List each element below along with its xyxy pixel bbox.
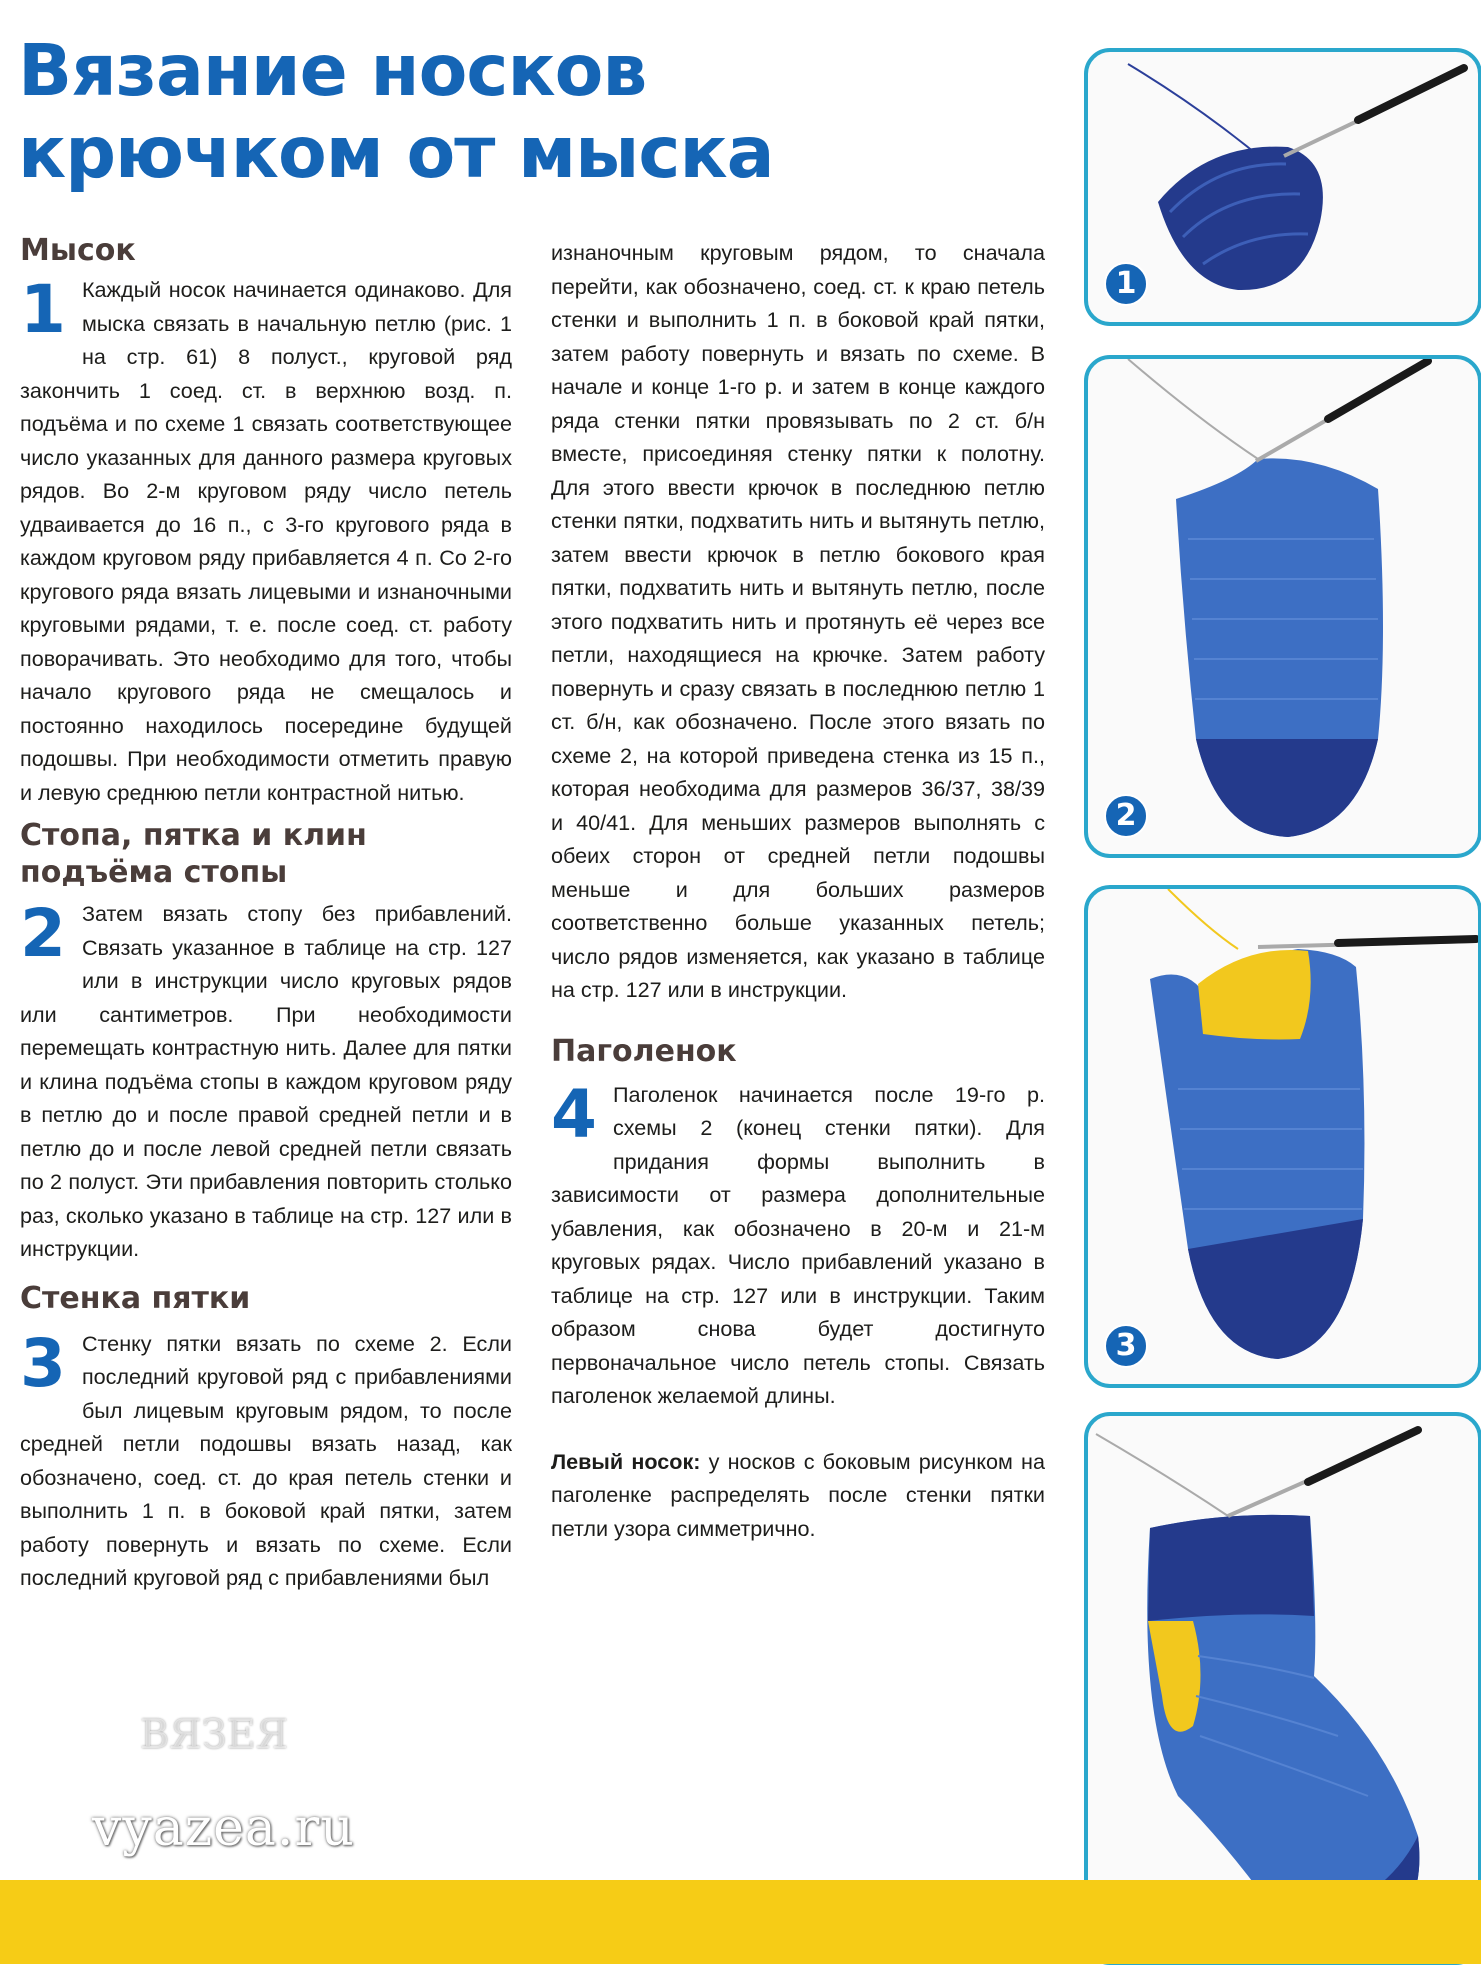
section-heading-foot-line-1: Стопа, пятка и клин <box>20 818 367 853</box>
section-heading-foot <box>20 817 512 891</box>
heel-sock-illustration <box>1088 889 1478 1384</box>
left-column <box>20 232 512 1595</box>
photo-step-3 <box>1084 885 1481 1388</box>
photo-badge-3: 3 <box>1104 1324 1148 1368</box>
step-3-continuation: изнаночным круговым рядом, то сначала перейти, как обозначено, соед. ст. к краю петель стенки и выполнить 1 п. в боковой край пятки, затем работу повернуть и вязать по схеме. В начале и конце 1-го р. и затем в конце каждого ряда стенки пятки провязывать по 2 ст. б/н вместе, присоединяя стенку пятки к полотну. Для этого ввести крючок в последнюю петлю стенки пятки, подхватить нить и вытянуть петлю, затем ввести крючок в петлю бокового края пятки, подхватить нить и вытянуть петлю, после этого подхватить нить и протянуть её через все петли, находящиеся на крючке. Затем работу повернуть и сразу связать в последнюю петлю 1 ст. б/н, как обозначено. После этого вязать по схеме 2, на которой приведена стенка из 15 п., которая необходима для размеров 36/37, 38/39 и 40/41. Для меньших размеров выполнять с обеих сторон от средней петли подошвы меньше и для больших размеров соответственно больше указанных петель; число рядов изменяется, как указано в таблице на стр. 127 или в инструкции. <box>551 240 1045 1002</box>
site-watermark: vyazea.ru <box>92 1798 355 1858</box>
watermark-small: ВЯЗЕЯ <box>140 1712 289 1758</box>
step-number-2: 2 <box>20 895 66 972</box>
section-heading-toe: Мысок <box>20 233 136 268</box>
step-3-paragraph <box>20 1324 512 1595</box>
foot-sock-illustration <box>1088 359 1478 854</box>
photo-badge-1: 1 <box>1104 262 1148 306</box>
section-heading-heel: Стенка пятки <box>20 1280 251 1316</box>
title-line-1: Вязание носков <box>18 29 647 112</box>
step-number-4: 4 <box>551 1075 597 1153</box>
step-2-paragraph <box>20 897 512 1266</box>
left-sock-text: у носков с боковым рисунком на паголенке распределять после стенки пятки петли узора симметрично. <box>551 1448 1045 1541</box>
step-1-paragraph <box>20 273 512 809</box>
middle-column <box>551 236 1045 1545</box>
left-sock-note <box>551 1445 1045 1546</box>
page-title <box>18 30 774 194</box>
step-number-3: 3 <box>20 1324 66 1402</box>
photo-badge-2: 2 <box>1104 794 1148 838</box>
step-3-text: Стенку пятки вязать по схеме 2. Если последний круговой ряд с прибавлениями был лицевым круговым рядом, то после средней петли подошвы вязать назад, как обозначено, соед. ст. до края петель стенки и выполнить 1 п. в боковой край пятки, затем работу повернуть и вязать по схеме. Если последний круговой ряд с прибавлениями был <box>20 1330 512 1590</box>
step-4-text: Паголенок начинается после 19-го р. схемы 2 (конец стенки пятки). Для придания формы выполнить в зависимости от размера дополнительные убавления, как обозначено в 20-м и 21-м круговых рядах. Число прибавлений указано в таблице на стр. 127 или в инструкции. Таким образом снова будет достигнуто первоначальное число петель стопы. Связать паголенок желаемой длины. <box>551 1081 1045 1408</box>
section-heading-cuff: Паголенок <box>551 1033 737 1069</box>
section-heading-foot-line-2: подъёма стопы <box>20 855 288 890</box>
step-2-text: Затем вязать стопу без прибавлений. Связать указанное в таблице на стр. 127 или в инструкции число круговых рядов или сантиметров. При необходимости перемещать контрастную нить. Далее для пятки и клина подъёма стопы в каждом круговом ряду в петлю до и после правой средней петли и в петлю до и после левой средней петли связать по 2 полуст. Эти прибавления повторить столько раз, сколько указано в таблице на стр. 127 или в инструкции. <box>20 901 512 1261</box>
step-4-paragraph <box>551 1075 1045 1413</box>
footer-yellow-band <box>0 1880 1481 1964</box>
left-sock-label: Левый носок: <box>551 1448 701 1474</box>
step-number-1: 1 <box>20 271 66 348</box>
title-line-2: крючком от мыска <box>18 111 774 194</box>
photo-step-1 <box>1084 48 1481 326</box>
photo-step-2 <box>1084 355 1481 858</box>
step-1-text: Каждый носок начинается одинаково. Для мыска связать в начальную петлю (рис. 1 на стр. 61) 8 полуст., круговой ряд закончить 1 соед. ст. в верхнюю возд. п. подъёма и по схеме 1 связать соответствующее число указанных для данного размера круговых рядов. Во 2-м круговом ряду число петель удваивается до 16 п., с 3-го кругового ряда в каждом круговом ряду прибавляется 4 п. Со 2-го кругового ряда вязать лицевыми и изнаночными круговыми рядами, т. е. после соед. ст. работу поворачивать. Это необходимо для того, чтобы начало кругового ряда не смещалось и постоянно находилось посередине будущей подошвы. При необходимости отметить правую и левую среднюю петли контрастной нитью. <box>20 277 512 805</box>
